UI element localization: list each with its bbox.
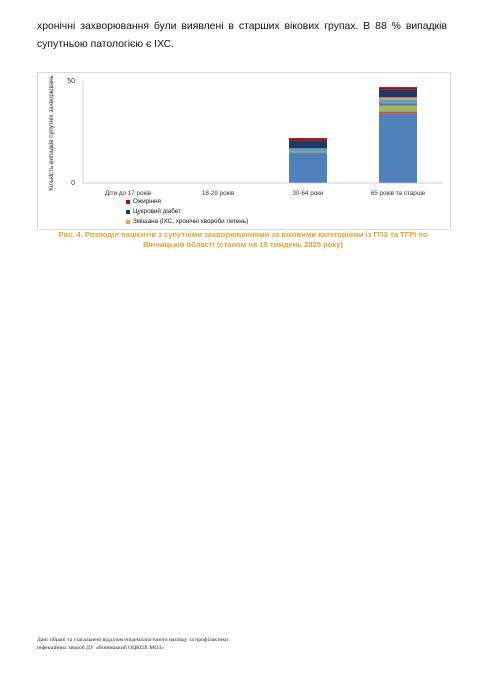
bar-segment-2-3	[289, 150, 327, 151]
bar-segment-3-0	[379, 114, 417, 183]
legend-label: Цукровий діабет	[133, 208, 181, 215]
legend-label: Ожиріння	[133, 198, 161, 205]
x-tick-label-0: Діти до 17 років	[105, 190, 151, 197]
x-tick-label-3: 65 років та старше	[370, 190, 426, 197]
footnote-line-2: інфекційних хвороб ДУ «Вінницький ОЦКПХ МОЗ»	[37, 644, 164, 651]
legend-item-mixed	[126, 217, 248, 227]
footnote-line-1: Дані зібрані та узагальнені відділом епідеміологічного нагляду та профілактики	[37, 637, 229, 643]
bar-segment-3-4	[379, 99, 417, 103]
caption-line-1: Рис. 4. Розподіл пацієнтів з супутніми захворюваннями за віковими категоріями із ГПЗ та ТГРІ по	[58, 230, 428, 239]
y-tick-label-zero: 0	[71, 180, 75, 187]
body-paragraph: хронічні захворювання були виявлені в старших вікових групах. В 88 % випадків супутньою патологією є ІХС.	[37, 21, 447, 50]
legend-swatch	[126, 200, 130, 204]
bar-segment-2-4	[289, 148, 327, 150]
bar-segment-3-6	[379, 89, 417, 97]
x-tick-label-1: 18-29 років	[201, 190, 235, 197]
bar-segment-3-5	[379, 97, 417, 99]
source-footnote	[37, 637, 228, 652]
bar-segment-3-3	[379, 103, 417, 105]
y-tick-label-top: 50	[67, 78, 75, 85]
figure-caption	[37, 230, 449, 250]
bar-segment-2-6	[289, 140, 327, 148]
bar-segment-3-2	[379, 105, 417, 111]
legend-label: Змішана (ІХС, хронічні хвороби легень)	[133, 218, 249, 225]
x-tick-label-2: 30-64 роки	[292, 190, 324, 197]
chart-legend	[126, 197, 248, 227]
bar-segment-3-1	[379, 112, 417, 114]
y-axis-title: Кількість випадків супутніх захворювань	[48, 75, 55, 191]
legend-item-obesity	[126, 197, 248, 207]
bar-segment-2-2	[289, 151, 327, 152]
bar-segment-2-7	[289, 138, 327, 140]
legend-swatch	[126, 220, 130, 224]
caption-line-2: Вінницькій області (станом на 15 тиждень 2025 року)	[143, 240, 343, 249]
legend-swatch	[126, 210, 130, 214]
legend-item-diabetes	[126, 207, 248, 217]
bar-segment-2-0	[289, 152, 327, 183]
bar-segment-3-7	[379, 87, 417, 89]
